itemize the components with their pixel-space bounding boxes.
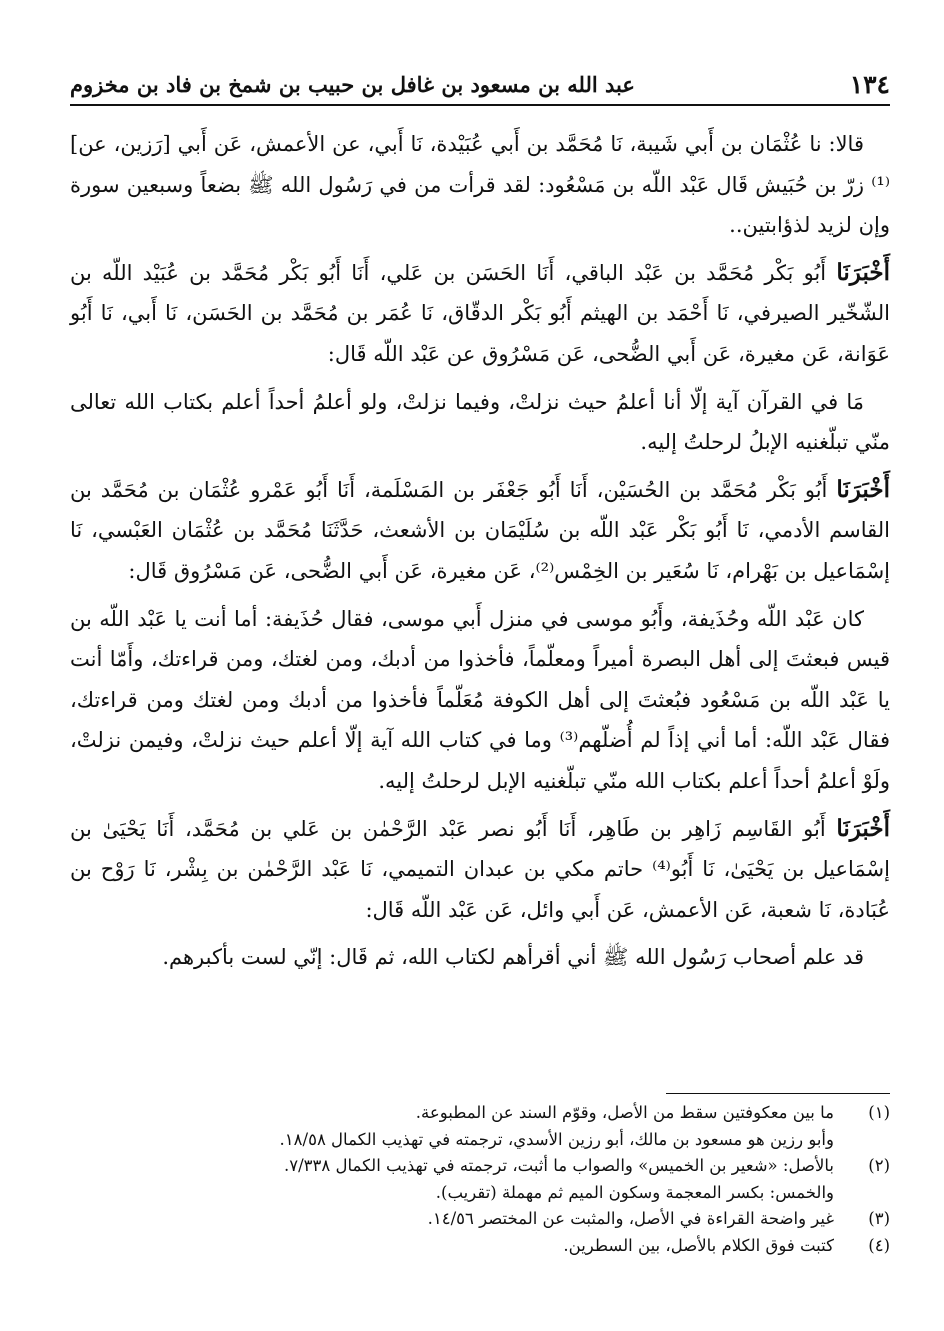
footnote-4 (70, 1233, 890, 1260)
footnote-text: غير واضحة القراءة في الأصل، والمثبت عن المختصر ١٤/٥٦. (427, 1209, 834, 1228)
running-title: عبد الله بن مسعود بن غافل بن حبيب بن شمخ بن فاد بن مخزوم (70, 71, 635, 97)
akhbarana-keyword: أَخْبَرَنَا (836, 258, 890, 286)
paragraph-6 (70, 809, 890, 931)
footnote-number: (٤) (868, 1235, 890, 1255)
paragraph-text: كان عَبْد اللّه وحُذَيفة، وأَبُو موسى في منزل أَبي موسى، فقال حُذَيفة: أما أنت يا عَبْد اللّه بن قيس فبعثتَ إلى أهل البصرة أميراً ومعلّماً، فأخذوا من أدبك، ومن لغتك، ومن قراءتك، وأَمّا أنت يا عَبْد اللّه بن مَسْعُود فبُعثتَ إلى أهل الكوفة مُعَلّماً فأخذوا من أدبك ومن لغتك ومن قراءتك، فقال عَبْد اللّه: أما أني إذاً لم أُضلّهم⁽³⁾ وما في كتاب الله آية إلّا أعلم حيث نزلتْ، وفيمن نزلتْ، ولَوْ أعلمُ أحداً أعلم بكتاب الله منّي تبلّغنيه الإبل لرحلتُ إليه. (70, 606, 890, 793)
page-number: ١٣٤ (849, 69, 890, 99)
paragraph-text: قد علم أصحاب رَسُول الله ﷺ أني أقرأهم لكتاب الله، ثم قَال: إنّي لست بأكبرهم. (162, 945, 864, 970)
paragraph-text: أَبُو القَاسِم زَاهِر بن طَاهِر، أَنَا أَبُو نصر عَبْد الرَّحْمٰن بن عَلي بن مُحَمَّد، أَنَا يَحْيَىٰ بن إسْمَاعيل بن يَحْيَىٰ، نَا أَبُو⁽⁴⁾ حاتم مكي بن عبدان التميمي، نَا عَبْد الرَّحْمٰن بن بِشْر، نَا رَوْح بن عُبَادة، نَا شعبة، عَن الأعمش، عَن أَبي وائل، عَن عَبْد اللّه قَال: (70, 816, 890, 922)
footnote-2-continuation: والخمس: بكسر المعجمة وسكون الميم ثم مهملة (تقريب). (435, 1182, 834, 1202)
footnote-1-continuation: وأبو رزين هو مسعود بن مالك، أبو رزين الأسدي، ترجمته في تهذيب الكمال ١٨/٥٨. (279, 1129, 834, 1149)
paragraph-1 (70, 124, 890, 246)
paragraph-text: مَا في القرآن آية إلّا أنا أعلمُ حيث نزلتْ، وفيما نزلتْ، ولو أعلمُ أحداً أعلم بكتاب الله تعالى منّي تبلّغنيه الإبلُ لرحلتُ إليه. (70, 389, 890, 455)
footnote-text: بالأصل: «شعير بن الخميس» والصواب ما أثبت، ترجمته في تهذيب الكمال ٧/٣٣٨. (284, 1156, 834, 1175)
paragraph-text: أَبُو بَكْر مُحَمَّد بن عَبْد الباقي، أَنَا الحَسَن بن عَلي، أَنَا أَبُو بَكْر مُحَمَّد بن عُبَيْد اللّه بن الشّخّير الصيرفي، نَا أَحْمَد بن الهيثم أَبُو بَكْر الدقّاق، نَا عُمَر بن مُحَمَّد بن الحَسَن، نَا أَبي، نَا أَبُو عَوَانة، عَن مغيرة، عَن أَبي الضُّحى، عَن مَسْرُوق عن عَبْد اللّه قَال: (70, 260, 890, 366)
footnote-2 (70, 1153, 890, 1180)
akhbarana-keyword: أَخْبَرَنَا (836, 475, 890, 503)
running-header (70, 66, 890, 102)
paragraph-3 (70, 382, 890, 463)
paragraph-2 (70, 253, 890, 375)
header-divider (70, 104, 890, 106)
paragraph-7 (70, 937, 890, 978)
footnote-number: (٢) (868, 1156, 890, 1175)
paragraph-text: أَبُو بَكْر مُحَمَّد بن الحُسَيْن، أَنَا أَبُو جَعْفَر بن المَسْلَمة، أَنَا أَبُو عَمْرو عُثْمَان بن مُحَمَّد بن القاسم الأدمي، نَا أَبُو بَكْر عَبْد اللّه بن سُلَيْمَان بن الأشعث، حَدَّثَنَا مُحَمَّد بن عُثْمَان العَبْسي، نَا إسْمَاعيل بن بَهْرام، نَا سُعَير بن الخِمْس⁽²⁾، عَن مغيرة، عَن أَبي الضُّحى، عَن مَسْرُوق قَال: (70, 477, 890, 583)
footnote-divider (666, 1093, 890, 1094)
footnote-number: (١) (868, 1103, 890, 1122)
main-text (70, 124, 890, 985)
footnote-text: ما بين معكوفتين سقط من الأصل، وقوّم السند عن المطبوعة. (415, 1103, 834, 1122)
footnote-number: (٣) (868, 1209, 890, 1228)
paragraph-5 (70, 599, 890, 802)
footnotes (70, 1100, 890, 1259)
akhbarana-keyword: أَخْبَرَنَا (836, 814, 890, 842)
paragraph-4 (70, 470, 890, 592)
footnote-3 (70, 1206, 890, 1233)
footnote-text: كتبت فوق الكلام بالأصل، بين السطرين. (563, 1235, 834, 1255)
book-page (70, 0, 890, 1331)
paragraph-text: قالا: نا عُثْمَان بن أَبي شَيبة، نَا مُحَمَّد بن أَبي عُبَيْدة، نَا أَبي، عن الأعمش، عَن أَبي [رَزين، عن]⁽¹⁾ زرّ بن حُبَيش قَال عَبْد اللّه بن مَسْعُود: لقد قرأت من في رَسُول الله ﷺ بضعاً وسبعين سورة وإن لزيد لذؤابتين.. (70, 132, 890, 238)
footnote-1 (70, 1100, 890, 1127)
